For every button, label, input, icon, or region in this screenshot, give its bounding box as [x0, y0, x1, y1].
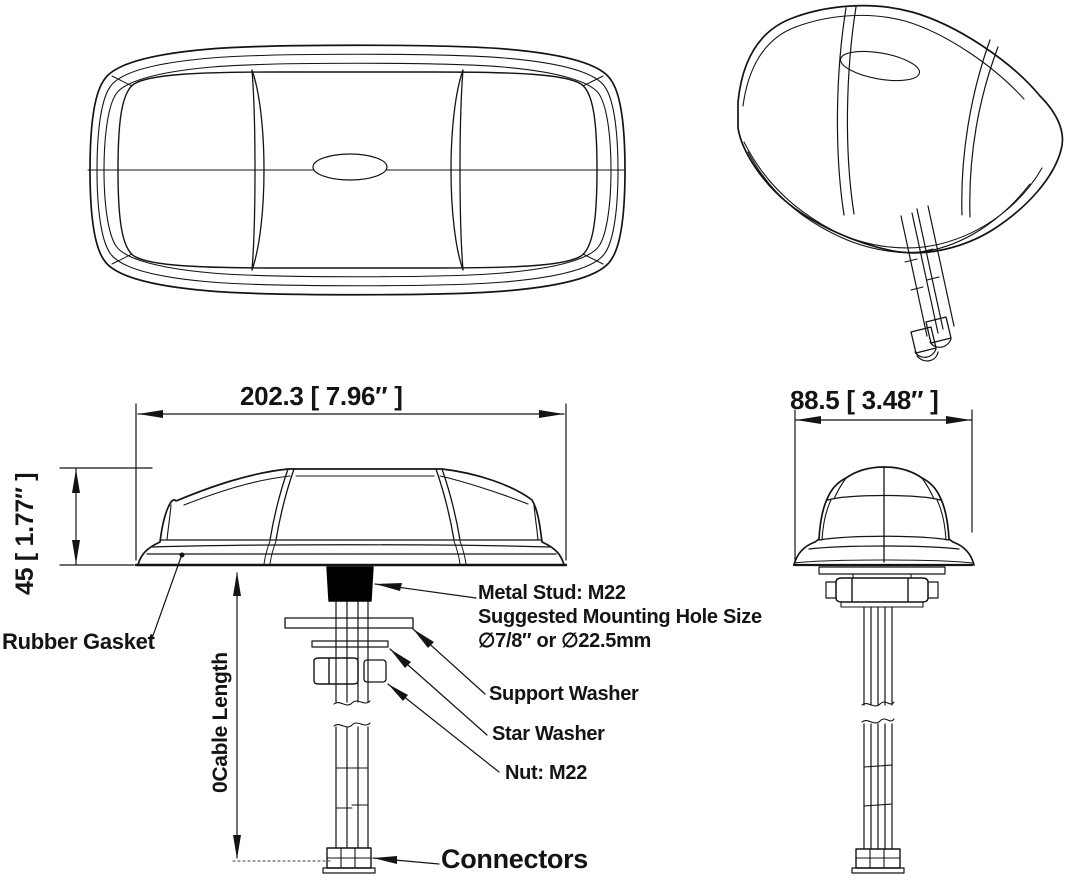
- metal-stud-note-line3: ∅7/8″ or ∅22.5mm: [478, 630, 652, 652]
- cable-length-label: 0Cable Length: [209, 652, 232, 793]
- isometric-view: [738, 6, 1062, 361]
- connectors-label: Connectors: [441, 844, 589, 874]
- star-washer-label: Star Washer: [492, 723, 605, 745]
- end-view: [794, 467, 974, 873]
- height-dimension-text: 45 [ 1.77″ ]: [11, 472, 39, 595]
- width-dimension-text: 88.5 [ 3.48″ ]: [790, 385, 939, 415]
- rubber-gasket-label: Rubber Gasket: [2, 629, 155, 654]
- metal-stud-note-line1: Metal Stud: M22: [478, 582, 626, 604]
- top-view: [88, 45, 625, 295]
- side-view: [136, 469, 566, 873]
- metal-stud-note-line2: Suggested Mounting Hole Size: [478, 606, 762, 628]
- length-dimension-text: 202.3 [ 7.96″ ]: [240, 381, 403, 411]
- support-washer-label: Support Washer: [489, 683, 639, 705]
- metal-stud-note: [478, 583, 762, 655]
- nut-label: Nut: M22: [505, 762, 588, 784]
